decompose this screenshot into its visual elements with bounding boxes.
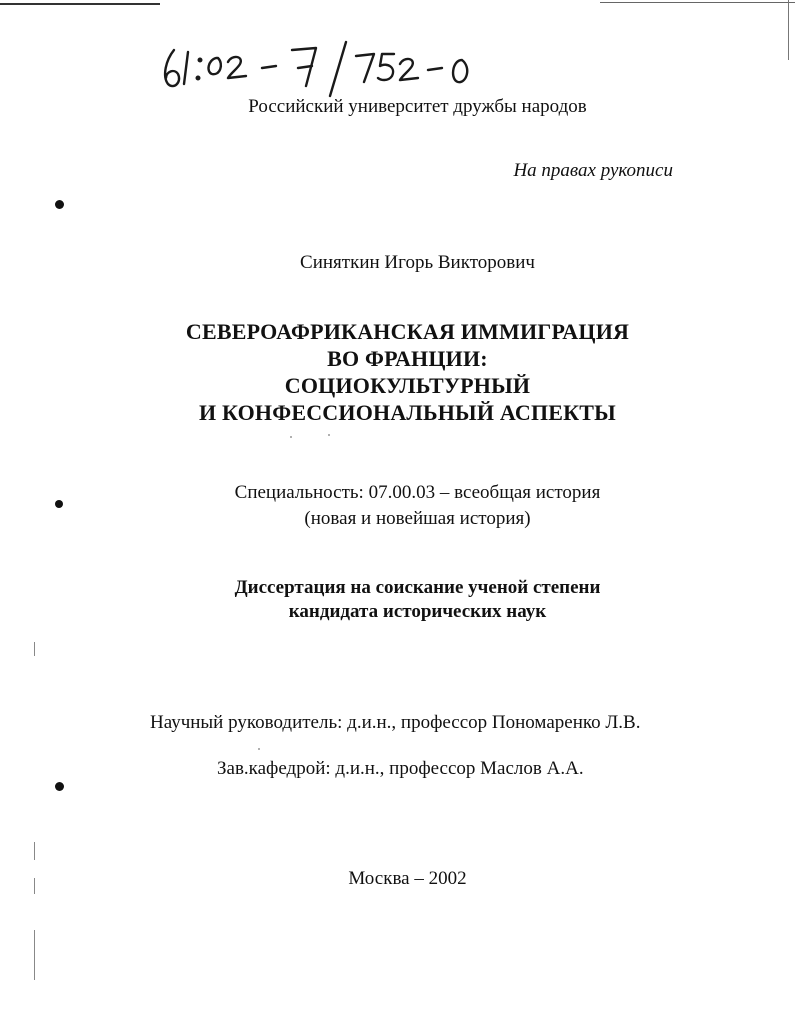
- degree-line: Диссертация на соискание ученой степени: [234, 577, 601, 598]
- handwritten-archive-code: [160, 38, 500, 98]
- scientific-supervisor: Научный руководитель: д.и.н., профессор Пономаренко Л.В.: [150, 712, 641, 733]
- dissertation-title: [10, 318, 795, 426]
- punch-hole-mark: [55, 500, 63, 508]
- punch-hole-mark: [55, 782, 64, 791]
- punch-hole-mark: [55, 200, 64, 209]
- scan-speck: [328, 434, 330, 436]
- specialty-detail: (новая и новейшая история): [304, 508, 531, 529]
- title-line: СОЦИОКУЛЬТУРНЫЙ: [284, 373, 531, 398]
- scan-artifact-tick: [34, 930, 35, 980]
- title-line: И КОНФЕССИОНАЛЬНЫЙ АСПЕКТЫ: [199, 400, 616, 425]
- scan-artifact-edge: [788, 0, 789, 60]
- title-line: ВО ФРАНЦИИ:: [327, 346, 488, 371]
- scan-speck: [258, 748, 260, 750]
- city-and-year: Москва – 2002: [348, 868, 467, 889]
- university-name: Российский университет дружбы народов: [248, 96, 587, 117]
- scan-speck: [290, 436, 292, 438]
- scan-artifact-tick: [34, 642, 35, 656]
- scan-artifact-tick: [34, 842, 35, 860]
- scan-artifact-line: [0, 3, 160, 5]
- degree-line: кандидата исторических наук: [288, 601, 547, 622]
- author-name: Синяткин Игорь Викторович: [300, 252, 535, 273]
- degree-statement: [20, 576, 795, 624]
- manuscript-rights-note: На правах рукописи: [513, 160, 673, 181]
- scan-artifact-tick: [34, 878, 35, 894]
- department-head: Зав.кафедрой: д.и.н., профессор Маслов А.А.: [217, 758, 584, 779]
- title-line: СЕВЕРОАФРИКАНСКАЯ ИММИГРАЦИЯ: [185, 319, 630, 344]
- specialty: Специальность: 07.00.03 – всеобщая история: [234, 482, 601, 503]
- scan-artifact-line: [600, 2, 795, 3]
